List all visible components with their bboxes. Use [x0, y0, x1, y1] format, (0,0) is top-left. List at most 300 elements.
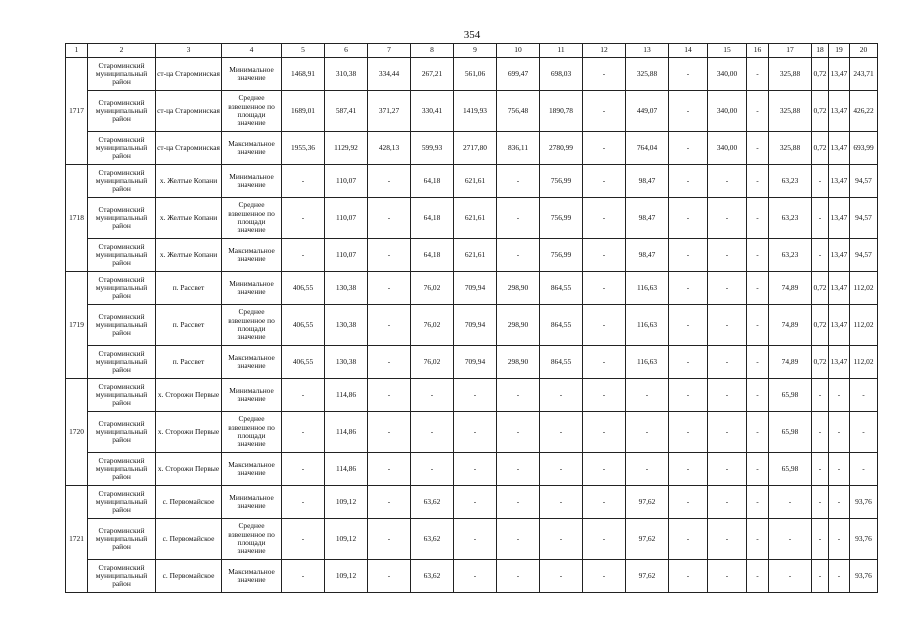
column-header: 20	[850, 44, 878, 58]
value-cell: -	[812, 519, 829, 560]
value-cell: -	[583, 91, 626, 132]
value-cell: 93,76	[850, 560, 878, 593]
column-header: 8	[411, 44, 454, 58]
table-row	[66, 132, 878, 165]
value-cell: 110,07	[325, 165, 368, 198]
value-cell: -	[454, 412, 497, 453]
value-cell: 116,63	[626, 346, 669, 379]
value-cell: 74,89	[769, 346, 812, 379]
column-number-row	[66, 44, 878, 58]
value-cell: -	[583, 560, 626, 593]
value-cell: -	[747, 519, 769, 560]
table-row	[66, 379, 878, 412]
value-type-cell: Среднее взвешенное по площади значение	[222, 519, 282, 560]
value-cell: -	[411, 453, 454, 486]
value-cell: 130,38	[325, 272, 368, 305]
value-cell: -	[497, 412, 540, 453]
value-cell: 116,63	[626, 272, 669, 305]
value-cell: 1689,01	[282, 91, 325, 132]
value-cell: 0,72	[812, 272, 829, 305]
value-cell: 709,94	[454, 346, 497, 379]
value-cell: -	[669, 165, 708, 198]
value-cell: 130,38	[325, 346, 368, 379]
value-cell: 2780,99	[540, 132, 583, 165]
value-cell: -	[747, 305, 769, 346]
value-cell: 63,23	[769, 239, 812, 272]
value-cell: 709,94	[454, 305, 497, 346]
value-cell: 325,88	[769, 132, 812, 165]
value-type-cell: Минимальное значение	[222, 165, 282, 198]
value-cell: -	[497, 486, 540, 519]
settlement-cell: х. Сторожи Первые	[156, 379, 222, 412]
district-cell: Староминский муниципальный район	[88, 198, 156, 239]
value-cell: -	[708, 239, 747, 272]
value-cell: 63,62	[411, 519, 454, 560]
value-cell: -	[812, 412, 829, 453]
column-header: 14	[669, 44, 708, 58]
value-cell: -	[368, 412, 411, 453]
table-row	[66, 272, 878, 305]
value-cell: -	[747, 379, 769, 412]
district-cell: Староминский муниципальный район	[88, 91, 156, 132]
value-cell: 0,72	[812, 58, 829, 91]
value-cell: -	[747, 91, 769, 132]
value-cell: -	[747, 486, 769, 519]
row-number-cell: 1721	[66, 486, 88, 593]
value-cell: -	[368, 519, 411, 560]
value-cell: -	[669, 58, 708, 91]
column-header: 10	[497, 44, 540, 58]
value-cell: 1955,36	[282, 132, 325, 165]
table-row	[66, 198, 878, 239]
value-cell: 1129,92	[325, 132, 368, 165]
value-cell: 709,94	[454, 272, 497, 305]
value-cell: -	[747, 198, 769, 239]
value-cell: 110,07	[325, 239, 368, 272]
value-cell: -	[747, 412, 769, 453]
table-row	[66, 58, 878, 91]
value-cell: 406,55	[282, 346, 325, 379]
value-cell: 0,72	[812, 305, 829, 346]
value-cell: -	[669, 272, 708, 305]
value-cell: 298,90	[497, 305, 540, 346]
table-row	[66, 412, 878, 453]
column-header: 19	[829, 44, 850, 58]
value-cell: -	[708, 519, 747, 560]
value-cell: -	[626, 412, 669, 453]
value-type-cell: Среднее взвешенное по площади значение	[222, 412, 282, 453]
value-type-cell: Минимальное значение	[222, 486, 282, 519]
value-cell: -	[669, 453, 708, 486]
value-cell: -	[669, 412, 708, 453]
value-cell: 98,47	[626, 239, 669, 272]
value-cell: 428,13	[368, 132, 411, 165]
district-cell: Староминский муниципальный район	[88, 272, 156, 305]
table-row	[66, 453, 878, 486]
value-cell: 112,02	[850, 305, 878, 346]
value-cell: 94,57	[850, 239, 878, 272]
value-cell: -	[368, 346, 411, 379]
value-cell: -	[708, 379, 747, 412]
value-cell: 76,02	[411, 346, 454, 379]
value-cell: -	[708, 165, 747, 198]
column-header: 18	[812, 44, 829, 58]
value-cell: -	[583, 198, 626, 239]
value-cell: 699,47	[497, 58, 540, 91]
value-cell: -	[497, 239, 540, 272]
value-cell: 109,12	[325, 486, 368, 519]
value-cell: -	[583, 379, 626, 412]
value-cell: -	[708, 560, 747, 593]
value-cell: -	[669, 198, 708, 239]
value-cell: 97,62	[626, 519, 669, 560]
district-cell: Староминский муниципальный район	[88, 560, 156, 593]
settlement-cell: п. Рассвет	[156, 305, 222, 346]
value-cell: 94,57	[850, 198, 878, 239]
column-header: 2	[88, 44, 156, 58]
district-cell: Староминский муниципальный район	[88, 132, 156, 165]
value-cell: -	[829, 453, 850, 486]
value-cell: 330,41	[411, 91, 454, 132]
column-header: 17	[769, 44, 812, 58]
district-cell: Староминский муниципальный район	[88, 412, 156, 453]
value-cell: 0,72	[812, 132, 829, 165]
column-header: 4	[222, 44, 282, 58]
value-cell: -	[583, 272, 626, 305]
value-cell: -	[411, 379, 454, 412]
district-cell: Староминский муниципальный район	[88, 379, 156, 412]
value-cell: -	[540, 560, 583, 593]
district-cell: Староминский муниципальный район	[88, 453, 156, 486]
value-cell: 114,86	[325, 379, 368, 412]
settlement-cell: ст-ца Староминская	[156, 132, 222, 165]
table-row	[66, 239, 878, 272]
value-cell: -	[454, 486, 497, 519]
value-cell: -	[282, 519, 325, 560]
value-cell: -	[583, 486, 626, 519]
value-cell: 449,07	[626, 91, 669, 132]
value-cell: 698,03	[540, 58, 583, 91]
column-header: 11	[540, 44, 583, 58]
value-cell: -	[850, 453, 878, 486]
value-cell: 114,86	[325, 412, 368, 453]
value-cell: -	[368, 198, 411, 239]
value-cell: -	[708, 305, 747, 346]
value-cell: 110,07	[325, 198, 368, 239]
value-cell: 98,47	[626, 165, 669, 198]
value-cell: 325,88	[769, 58, 812, 91]
value-cell: 74,89	[769, 305, 812, 346]
value-cell: -	[282, 165, 325, 198]
value-cell: 65,98	[769, 453, 812, 486]
value-cell: -	[368, 165, 411, 198]
value-type-cell: Среднее взвешенное по площади значение	[222, 198, 282, 239]
value-cell: -	[812, 198, 829, 239]
value-cell: -	[497, 560, 540, 593]
value-cell: 340,00	[708, 132, 747, 165]
value-cell: 756,99	[540, 239, 583, 272]
row-number-cell: 1718	[66, 165, 88, 272]
value-cell: 864,55	[540, 272, 583, 305]
value-cell: -	[497, 519, 540, 560]
value-cell: 325,88	[769, 91, 812, 132]
value-cell: 426,22	[850, 91, 878, 132]
value-cell: -	[850, 412, 878, 453]
value-cell: 864,55	[540, 346, 583, 379]
value-cell: -	[669, 346, 708, 379]
value-cell: -	[829, 379, 850, 412]
settlement-cell: п. Рассвет	[156, 272, 222, 305]
value-cell: -	[829, 560, 850, 593]
value-cell: -	[411, 412, 454, 453]
column-header: 5	[282, 44, 325, 58]
value-cell: -	[769, 560, 812, 593]
value-cell: 764,04	[626, 132, 669, 165]
value-cell: -	[282, 412, 325, 453]
value-cell: 116,63	[626, 305, 669, 346]
settlement-cell: х. Желтые Копани	[156, 198, 222, 239]
value-cell: -	[282, 453, 325, 486]
value-cell: -	[454, 453, 497, 486]
value-cell: 63,23	[769, 198, 812, 239]
column-header: 7	[368, 44, 411, 58]
value-cell: 13,47	[829, 239, 850, 272]
value-cell: -	[497, 379, 540, 412]
value-cell: -	[282, 560, 325, 593]
value-type-cell: Максимальное значение	[222, 132, 282, 165]
row-number-cell: 1717	[66, 58, 88, 165]
value-cell: -	[497, 198, 540, 239]
value-cell: 130,38	[325, 305, 368, 346]
value-cell: 340,00	[708, 91, 747, 132]
district-cell: Староминский муниципальный район	[88, 346, 156, 379]
value-cell: 98,47	[626, 198, 669, 239]
value-cell: 63,23	[769, 165, 812, 198]
value-cell: -	[669, 486, 708, 519]
value-cell: 13,47	[829, 132, 850, 165]
value-cell: -	[583, 346, 626, 379]
value-cell: 65,98	[769, 379, 812, 412]
value-cell: 13,47	[829, 305, 850, 346]
value-type-cell: Минимальное значение	[222, 379, 282, 412]
value-cell: 13,47	[829, 91, 850, 132]
value-cell: 76,02	[411, 272, 454, 305]
row-number-cell: 1720	[66, 379, 88, 486]
value-cell: -	[769, 486, 812, 519]
value-type-cell: Среднее взвешенное по площади значение	[222, 91, 282, 132]
value-cell: -	[769, 519, 812, 560]
value-cell: 0,72	[812, 91, 829, 132]
value-cell: 13,47	[829, 272, 850, 305]
table-row	[66, 560, 878, 593]
table-body	[66, 58, 878, 593]
value-cell: -	[368, 272, 411, 305]
settlement-cell: ст-ца Староминская	[156, 58, 222, 91]
value-cell: -	[282, 239, 325, 272]
table-row	[66, 165, 878, 198]
value-cell: -	[669, 379, 708, 412]
value-type-cell: Среднее взвешенное по площади значение	[222, 305, 282, 346]
value-cell: -	[540, 379, 583, 412]
value-cell: 64,18	[411, 165, 454, 198]
column-header: 9	[454, 44, 497, 58]
value-cell: -	[454, 519, 497, 560]
value-cell: -	[282, 486, 325, 519]
value-cell: 109,12	[325, 519, 368, 560]
value-cell: -	[812, 165, 829, 198]
value-cell: -	[747, 272, 769, 305]
value-cell: 406,55	[282, 305, 325, 346]
value-cell: -	[583, 58, 626, 91]
value-cell: -	[812, 453, 829, 486]
settlement-cell: п. Рассвет	[156, 346, 222, 379]
value-cell: -	[747, 346, 769, 379]
value-cell: -	[454, 560, 497, 593]
value-cell: -	[540, 519, 583, 560]
value-cell: -	[282, 198, 325, 239]
value-cell: 864,55	[540, 305, 583, 346]
value-cell: -	[368, 486, 411, 519]
district-cell: Староминский муниципальный район	[88, 305, 156, 346]
value-cell: 693,99	[850, 132, 878, 165]
value-cell: 587,41	[325, 91, 368, 132]
row-number-cell: 1719	[66, 272, 88, 379]
value-cell: -	[669, 519, 708, 560]
value-cell: 561,06	[454, 58, 497, 91]
value-cell: 94,57	[850, 165, 878, 198]
value-cell: -	[583, 165, 626, 198]
value-cell: -	[850, 379, 878, 412]
value-cell: 13,47	[829, 198, 850, 239]
value-cell: -	[282, 379, 325, 412]
column-header: 1	[66, 44, 88, 58]
value-cell: 298,90	[497, 272, 540, 305]
value-cell: 64,18	[411, 239, 454, 272]
value-cell: -	[829, 519, 850, 560]
table-row	[66, 305, 878, 346]
value-cell: -	[583, 519, 626, 560]
settlement-cell: с. Первомайское	[156, 560, 222, 593]
value-cell: -	[708, 198, 747, 239]
value-cell: -	[669, 132, 708, 165]
value-cell: 334,44	[368, 58, 411, 91]
value-type-cell: Минимальное значение	[222, 58, 282, 91]
value-cell: 0,72	[812, 346, 829, 379]
value-cell: 756,99	[540, 198, 583, 239]
value-cell: 621,61	[454, 165, 497, 198]
value-cell: -	[583, 132, 626, 165]
value-cell: -	[368, 379, 411, 412]
value-cell: 267,21	[411, 58, 454, 91]
value-cell: 97,62	[626, 486, 669, 519]
table-row	[66, 486, 878, 519]
value-cell: -	[812, 486, 829, 519]
value-cell: 13,47	[829, 58, 850, 91]
value-cell: 340,00	[708, 58, 747, 91]
value-cell: -	[583, 453, 626, 486]
district-cell: Староминский муниципальный район	[88, 165, 156, 198]
value-cell: 599,93	[411, 132, 454, 165]
value-cell: 371,27	[368, 91, 411, 132]
table-row	[66, 346, 878, 379]
value-type-cell: Максимальное значение	[222, 239, 282, 272]
value-cell: 1890,78	[540, 91, 583, 132]
value-cell: 2717,80	[454, 132, 497, 165]
value-cell: -	[626, 379, 669, 412]
column-header: 6	[325, 44, 368, 58]
value-cell: 756,99	[540, 165, 583, 198]
district-cell: Староминский муниципальный район	[88, 239, 156, 272]
settlement-cell: с. Первомайское	[156, 486, 222, 519]
column-header: 12	[583, 44, 626, 58]
value-cell: -	[708, 486, 747, 519]
value-cell: 63,62	[411, 560, 454, 593]
value-type-cell: Максимальное значение	[222, 346, 282, 379]
value-cell: -	[583, 305, 626, 346]
value-cell: -	[747, 453, 769, 486]
value-cell: 13,47	[829, 165, 850, 198]
value-cell: 74,89	[769, 272, 812, 305]
value-cell: 406,55	[282, 272, 325, 305]
district-cell: Староминский муниципальный район	[88, 486, 156, 519]
value-cell: 298,90	[497, 346, 540, 379]
value-cell: -	[829, 486, 850, 519]
value-cell: 756,48	[497, 91, 540, 132]
value-cell: -	[829, 412, 850, 453]
value-cell: 97,62	[626, 560, 669, 593]
value-cell: 76,02	[411, 305, 454, 346]
column-header: 13	[626, 44, 669, 58]
value-cell: -	[540, 486, 583, 519]
value-cell: -	[669, 560, 708, 593]
value-cell: -	[708, 412, 747, 453]
table-row	[66, 519, 878, 560]
cadastral-value-table	[65, 43, 878, 593]
value-cell: 65,98	[769, 412, 812, 453]
value-cell: -	[812, 239, 829, 272]
value-cell: -	[708, 272, 747, 305]
column-header: 15	[708, 44, 747, 58]
value-cell: 109,12	[325, 560, 368, 593]
value-cell: -	[540, 453, 583, 486]
value-cell: -	[708, 346, 747, 379]
column-header: 3	[156, 44, 222, 58]
value-cell: -	[454, 379, 497, 412]
value-cell: -	[669, 91, 708, 132]
settlement-cell: х. Желтые Копани	[156, 165, 222, 198]
value-cell: 243,71	[850, 58, 878, 91]
settlement-cell: х. Сторожи Первые	[156, 412, 222, 453]
settlement-cell: х. Сторожи Первые	[156, 453, 222, 486]
value-cell: -	[747, 132, 769, 165]
value-type-cell: Максимальное значение	[222, 453, 282, 486]
value-cell: -	[708, 453, 747, 486]
value-cell: -	[497, 165, 540, 198]
value-cell: -	[583, 412, 626, 453]
value-cell: 93,76	[850, 519, 878, 560]
value-cell: -	[747, 165, 769, 198]
value-type-cell: Минимальное значение	[222, 272, 282, 305]
value-cell: -	[540, 412, 583, 453]
value-cell: -	[368, 453, 411, 486]
value-cell: 112,02	[850, 272, 878, 305]
value-cell: -	[812, 379, 829, 412]
page-number: 354	[463, 29, 481, 41]
value-cell: 112,02	[850, 346, 878, 379]
value-cell: -	[747, 58, 769, 91]
value-cell: -	[368, 239, 411, 272]
value-cell: -	[669, 239, 708, 272]
